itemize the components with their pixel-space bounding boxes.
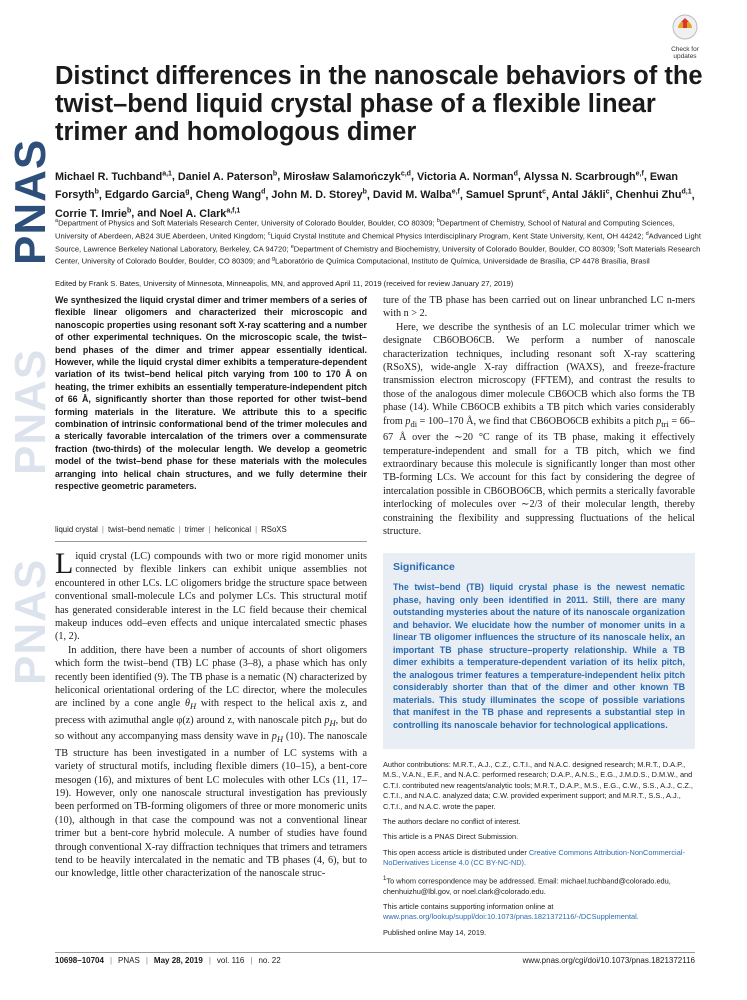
footer-pages: 10698–10704: [55, 956, 104, 965]
author-name: Corrie T. Imrie$^b$: [55, 207, 132, 220]
author-name: Michael R. Tuchband$^{a,1}$: [55, 170, 172, 183]
author-contributions: Author contributions: M.R.T., A.J., C.Z., C.T.I., and N.A.C. designed research; M.R.T., D.A.P., M.S., V.A.N., E.F., and N.A.C. performed research; D.A.P., A.N.S., E.G., J.M.D.S., D.M.W., and C.T.I. contributed new reagents/analytic tools; M.R.T., D.A.P., M.S., E.G., C.W., S.S., A.J., C.Z., C.T.I., and N.A.C. analyzed data; C.W. provided experiment support; and M.R.T., S.S., A.J., C.T.I., and N.A.C. wrote the paper.: [383, 760, 693, 811]
footer-doi-url[interactable]: www.pnas.org/cgi/doi/10.1073/pnas.1821372116: [522, 956, 695, 965]
dropcap: L: [55, 547, 74, 580]
author-list: Michael R. Tuchband$^{a,1}$, Daniel A. Paterson$^b$, Mirosław Salamończyk$^{c,d}$, Victoria A. Norman$^d$, Alyssa N. Scarbrough$^{e,f}$, Ewan Forsyth$^b$, Edgardo Garcia$^g$, Cheng Wang$^d$, John M. D. Storey$^b$, David M. Walba$^{e,f}$, Samuel Sprunt$^c$, Antal Jákli$^c$, Chenhui Zhu$^{d,1}$, Corrie T. Imrie$^b$, and Noel A. Clark$^{a,f,1}$: [55, 170, 695, 220]
license-link[interactable]: Creative Commons Attribution-NonCommercial-NoDerivatives License 4.0 (CC BY-NC-ND).: [383, 847, 685, 868]
intro-paragraph-3: ture of the TB phase has been carried out on linear unbranched LC n-mers with n > 2.: [383, 295, 695, 320]
footer-date: May 28, 2019: [153, 956, 203, 965]
article-title: Distinct differences in the nanoscale behaviors of the twist–bend liquid crystal phase of a flexible linear trimer and homologous dimer: [55, 62, 703, 146]
author-name: Noel A. Clark$^{a,f,1}$: [159, 207, 241, 220]
intro-paragraph-1: Liquid crystal (LC) compounds with two or more rigid monomer units connected by flexible linkers can exhibit unique assemblies not encountered in other LCs. LC oligomers bridge the structure space between conventional small-molecule LCs and polymer LCs. This structural motif has generated considerable interest in the LC field because their chemical makeup induces odd–even effects and unique intercalated smectic phases (1, 2).: [55, 547, 367, 643]
footer-volume: vol. 116: [216, 956, 245, 965]
body-left-column: [55, 547, 367, 881]
significance-text: The twist–bend (TB) liquid crystal phase is the newest nematic phase, having only been identified in 2011. Still, there are many outstanding mysteries about the nature of its nanoscale organization and behavior. We elucidate how the number of monomer units in a linear TB oligomer influences the structure of its nanoscale helix, an important TB phase structure–property relationship. While a TB dimer exhibits a temperature-dependent variation of its helix pitch, the analogous trimer features a temperature-independent helix pitch considerably shorter than that of the dimer and other known TB materials. This study illuminates the scope of possible variations that manifest in the TB phase and represents a substantial step in controlling its nanoscale behavior for technological applications.: [393, 582, 685, 730]
author-name: Chenhui Zhu$^{d,1}$: [615, 188, 692, 202]
affiliation-item: Liquid Crystal Institute and Chemical Physics Interdisciplinary Program, Kent State University, Kent, OH 44242;: [270, 231, 646, 241]
affiliation-item: Advanced Light Source, Lawrence Berkeley National Laboratory, Berkeley, CA 94720;: [55, 231, 702, 254]
edited-by: Edited by Frank S. Bates, University of Minnesota, Minneapolis, MN, and approved April 11, 2019 (received for review January 27, 2019): [55, 279, 514, 288]
footer-journal: PNAS: [118, 956, 140, 965]
author-name: David M. Walba$^{e,f}$: [372, 188, 460, 202]
check-for-updates-badge[interactable]: [662, 14, 708, 60]
keywords: liquid crystal | twist–bend nematic | trimer | heliconical | RSoXS: [55, 525, 287, 534]
conflict-statement: The authors declare no conflict of interest.: [383, 817, 521, 827]
direct-submission: This article is a PNAS Direct Submission.: [383, 832, 519, 842]
correspondence: $^1$To whom correspondence may be addressed. Email: michael.tuchband@colorado.edu, chenhuizhu@lbl.gov, or noel.clark@colorado.edu.: [383, 874, 671, 896]
author-name: Ewan Forsyth$^b$: [55, 170, 679, 202]
keyword: heliconical: [214, 525, 252, 534]
intro-paragraph-4: Here, we describe the synthesis of an LC molecular trimer which we designate CB6OBO6CB. We perform a number of nanoscale characterization techniques, including resonant soft X-ray scattering (RSoXS), wide-angle X-ray diffraction (WAXS), and freeze-fracture transmission electron microscopy (FFTEM), and contrast the results to those of the analogous dimer molecule CB6OCB which also forms the TB phase (14). While CB6OCB exhibits a TB pitch which varies considerably from $p_{di} = 100-170$ Å, we find that CB6OBO6CB exhibits a pitch $p_{tri} = 66-67$ Å over the ∼20 °C range of its TB phase, making it effectively temperature-independent and small for a TB pitch, which we find extraordinary because this molecule is significantly longer than most other TB-forming LCs. We account for this fact by considering the degree of intercalation possible in CB6OBO6CB, which permits a sterically favorable interlocking of molecules over ∼2/3 of their molecular length, thereby constraining the flexibility and suppressing fluctuations of the helical structure.: [383, 321, 695, 537]
pnas-side-word: PNAS: [6, 138, 55, 265]
badge-line1: Check for: [671, 46, 699, 53]
pnas-side-word: PNAS: [6, 558, 55, 685]
significance-box: [383, 553, 695, 749]
author-name: Victoria A. Norman$^d$: [416, 170, 518, 183]
intro-paragraph-2: In addition, there have been a number of accounts of short oligomers which form the twist–bend (TB) LC phase (3–8), a phase which has only recently been identified (9). The TB phase is a nematic (N) characterized by heliconical orientational ordering of the LC director, where the molecules are inclined by a cone angle $\theta_H$ with respect to the helical axis z, and precess with azimuthal angle φ(z) around z, with nanoscale pitch $p_H$, but do so without any accompanying mass density wave in $p_H$ (10). The nanoscale TB structure has been investigated in a number of LC systems with a variety of structural motifs, including flexible dimers (10–15), a bent-core mesogen (16), and mixtures of bent LC molecules with other LCs (11, 17–19). However, only one nanoscale structural investigation has previously been performed on TB-forming oligomers of three or more monomeric units (10), although in that case the compound was not a conventional linear trimer but a bent-core hybrid molecule. A number of studies have found through conventional X-ray diffraction techniques that trimers and tetramers tend to be heavily intercalated in the nematic and TB phases (4, 6), but to our knowledge, little other characterization of the nanoscale struc-: [55, 644, 367, 880]
author-name: Mirosław Salamończyk$^{c,d}$: [283, 170, 411, 183]
author-name: Antal Jákli$^c$: [551, 188, 610, 202]
si-link[interactable]: www.pnas.org/lookup/suppl/doi:10.1073/pnas.1821372116/-/DCSupplemental.: [383, 912, 639, 922]
affiliations: $^a$Department of Physics and Soft Materials Research Center, University of Colorado Boulder, Boulder, CO 80309; $^b$Department of Chemistry, School of Natural and Computing Sciences, University of Aberdeen, AB24 3UE Aberdeen, United Kingdom; $^c$Liquid Crystal Institute and Chemical Physics Interdisciplinary Program, Kent State University, Kent, OH 44242; $^d$Advanced Light Source, Lawrence Berkeley National Laboratory, Berkeley, CA 94720; $^e$Department of Chemistry and Biochemistry, University of Colorado Boulder, Boulder, CO 80309; $^f$Soft Materials Research Center, University of Colorado Boulder, Boulder, CO 80309; and $^g$Laboratório de Química Computacional, Instituto de Química, Universidade de Brasília, CP 4478 Brasília, Brasil: [55, 218, 702, 267]
check-updates-icon: [672, 14, 698, 40]
keyword: twist–bend nematic: [107, 525, 175, 534]
footer-divider: [55, 952, 695, 953]
license-statement: This open access article is distributed under Creative Commons Attribution-NonCommercial-NoDerivatives License 4.0 (CC BY-NC-ND).: [383, 847, 685, 868]
author-name: Alyssa N. Scarbrough$^{e,f}$: [523, 170, 644, 183]
article-notes: [383, 760, 695, 943]
significance-heading: Significance: [393, 561, 455, 573]
author-name: John M. D. Storey$^b$: [271, 188, 367, 202]
affiliation-item: Laboratório de Química Computacional, Instituto de Química, Universidade de Brasília, CP 4478 Brasília, Brasil: [275, 257, 650, 267]
keyword: RSoXS: [261, 525, 287, 534]
affiliation-item: Department of Chemistry, School of Natural and Computing Sciences, University of Aberdeen, AB24 3UE Aberdeen, United Kingdom;: [55, 218, 675, 241]
author-name: Daniel A. Paterson$^b$: [177, 170, 278, 183]
badge-line2: updates: [673, 53, 697, 60]
footer-citation: 10698–10704 | PNAS | May 28, 2019 | vol. 116 | no. 22: [55, 956, 281, 965]
keyword: liquid crystal: [55, 525, 98, 534]
affiliation-item: Department of Chemistry and Biochemistry, University of Colorado Boulder, Boulder, CO 80309;: [293, 244, 618, 254]
author-name: Cheng Wang$^d$: [195, 188, 266, 202]
body-right-column: [383, 294, 695, 538]
abstract: We synthesized the liquid crystal dimer and trimer members of a series of flexible linear oligomers and characterized their microscopic and nanoscopic properties using resonant soft X-ray scattering and a number of other experimental techniques. On the microscopic scale, the twist–bend phases of the dimer and trimer appear essentially identical. However, while the liquid crystal dimer exhibits a temperature-dependent variation of its twist–bend helical pitch varying from 100 to 170 Å on heating, the trimer exhibits an essentially temperature-independent pitch of 66 Å, significantly shorter than those reported for other twist–bend forming materials in the literature. We attribute this to a specific combination of intrinsic conformational bend of the trimer molecules and a sterically favorable intercalation of the trimers over a commensurate fraction (two-thirds) of the molecular length. We develop a geometric model of the twist–bend phase for these materials with the molecules arranging into helical chain structures, and we fully determine their respective geometric parameters.: [55, 295, 367, 492]
pnas-side-logo: [0, 70, 55, 690]
footer-issue: no. 22: [258, 956, 281, 965]
affiliation-item: Department of Physics and Soft Materials Research Center, University of Colorado Boulder, Boulder, CO 80309;: [58, 218, 437, 228]
affiliation-item: Soft Materials Research Center, University of Colorado Boulder, Boulder, CO 80309; and: [55, 244, 701, 267]
author-name: Edgardo Garcia$^g$: [104, 188, 190, 202]
published-date: Published online May 14, 2019.: [383, 927, 487, 937]
supporting-info: This article contains supporting information online at www.pnas.org/lookup/suppl/doi:10.1073/pnas.1821372116/-/DCSupplemental.: [383, 901, 639, 922]
pnas-side-word: PNAS: [6, 348, 55, 475]
author-name: Samuel Sprunt$^c$: [465, 188, 546, 202]
keyword: trimer: [184, 525, 205, 534]
keywords-divider: [55, 541, 367, 542]
